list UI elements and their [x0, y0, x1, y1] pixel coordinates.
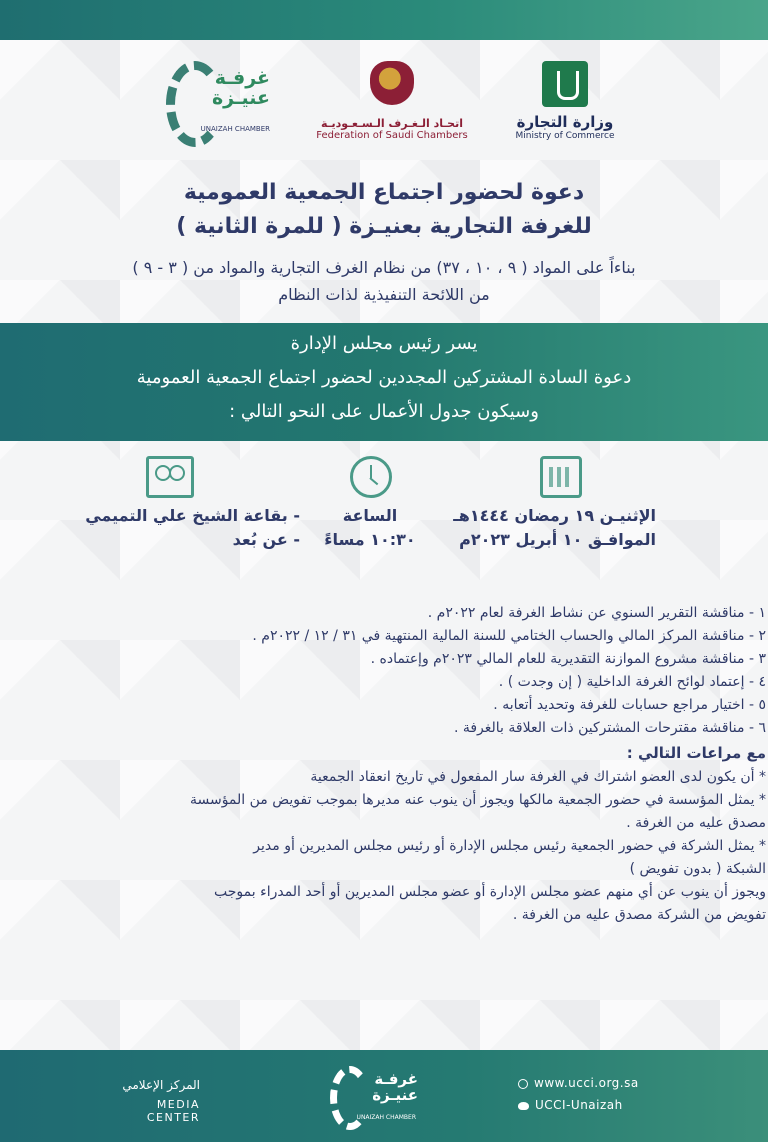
banner-line-3: وسيكون جدول الأعمال على النحو التالي : [229, 401, 539, 422]
top-band [0, 0, 768, 40]
federation-name-en: Federation of Saudi Chambers [316, 130, 468, 141]
meeting-location-remote: - عن بُعد [232, 530, 300, 549]
agenda-item: ٦ - مناقشة مقترحات المشتركين ذات العلاقة بالغرفة . [453, 720, 766, 736]
meeting-date-hijri: الإثنيـن ١٩ رمضان ١٤٤٤هـ [453, 506, 656, 525]
note-line: تفويض من الشركة مصدق عليه من الغرفة . [512, 907, 766, 923]
calendar-icon [540, 456, 582, 498]
website-text: www.ucci.org.sa [534, 1076, 639, 1090]
ministry-of-commerce-logo [500, 55, 630, 141]
intro-line-2: من اللائحة التنفيذية لذات النظام [278, 285, 490, 304]
federation-name-ar: اتحـاد الـغـرف الـسـعـوديـة [321, 117, 463, 130]
agenda-item: ٥ - اختيار مراجع حسابات للغرفة وتحديد أتعابه . [493, 697, 766, 713]
note-line: ويجوز أن ينوب عن أي منهم عضو مجلس الإدارة أو عضو مجلس المديرين أو أحد المدراء بموجب [214, 884, 766, 900]
media-center-ar: المركز الإعلامي [122, 1078, 200, 1092]
page-title-line-1: دعوة لحضور اجتماع الجمعية العمومية [183, 180, 585, 205]
meeting-time-value: ١٠:٣٠ مساءً [324, 530, 416, 549]
page-title-line-2: للغرفة التجارية بعنيـزة ( للمرة الثانية ) [176, 214, 592, 239]
note-line: * يمثل المؤسسة في حضور الجمعية مالكها ويجوز أن ينوب عنه مديرها بموجب تفويض من المؤسسة [189, 792, 766, 808]
note-line: * أن يكون لدى العضو اشتراك في الغرفة سار المفعول في تاريخ انعقاد الجمعية [310, 769, 766, 785]
federation-logo [312, 55, 472, 141]
footer-chamber-logo [328, 1062, 440, 1132]
intro-line-1: بناءاً على المواد ( ٩ ، ١٠ ، ٣٧) من نظام الغرف التجارية والمواد من ( ٣ - ٩ ) [132, 258, 636, 277]
agenda-item: ١ - مناقشة التقرير السنوي عن نشاط الغرفة لعام ٢٠٢٢م . [427, 605, 766, 621]
invitation-banner [0, 323, 768, 441]
note-line: * يمثل الشركة في حضور الجمعية رئيس مجلس الإدارة أو رئيس مجلس المديرين أو مدير [253, 838, 766, 854]
unaizah-chamber-logo [160, 55, 270, 155]
footer [0, 1050, 768, 1142]
footer-chamber-name-ar-1: غرفـة [374, 1070, 418, 1088]
twitter-link[interactable] [518, 1098, 623, 1112]
note-line: مصدق عليه من الغرفة . [626, 815, 766, 831]
twitter-text: UCCI-Unaizah [535, 1098, 623, 1112]
chamber-name-ar-2: عنيـزة [211, 86, 270, 109]
website-link[interactable] [518, 1076, 639, 1090]
footer-chamber-name-ar-2: عنيـزة [372, 1085, 418, 1104]
chamber-name-ar-1: غرفـة [214, 67, 270, 89]
note-line: الشبكة ( بدون تفويض ) [629, 861, 766, 877]
media-center-en: MEDIA CENTER [146, 1098, 200, 1124]
globe-icon [518, 1079, 528, 1089]
notes-heading: مع مراعات التالي : [626, 744, 766, 762]
banner-line-2: دعوة السادة المشتركين المجددين لحضور اجتماع الجمعية العمومية [136, 367, 632, 388]
meeting-time-label: الساعة [342, 506, 398, 525]
agenda-item: ٤ - إعتماد لوائح الغرفة الداخلية ( إن وجدت ) . [498, 674, 766, 690]
agenda-item: ٣ - مناقشة مشروع الموازنة التقديرية للعام المالي ٢٠٢٣م وإعتماده . [370, 651, 766, 667]
banner-line-1: يسر رئيس مجلس الإدارة [290, 333, 478, 354]
agenda-item: ٢ - مناقشة المركز المالي والحساب الختامي للسنة المالية المنتهية في ٣١ / ١٢ / ٢٠٢٢م . [252, 628, 766, 644]
logos-row [0, 55, 768, 165]
meeting-date-gregorian: الموافـق ١٠ أبريل ٢٠٢٣م [459, 530, 656, 549]
federation-emblem-icon [370, 61, 414, 105]
ministry-emblem-icon [542, 61, 588, 107]
footer-chamber-name-en: UNAIZAH CHAMBER [356, 1114, 416, 1121]
ministry-name-ar: وزارة التجارة [516, 113, 614, 131]
agenda-list [20, 602, 766, 927]
video-conference-icon [146, 456, 194, 498]
ministry-name-en: Ministry of Commerce [515, 131, 615, 141]
twitter-icon [518, 1102, 529, 1110]
meeting-location-hall: - بقاعة الشيخ علي التميمي [85, 506, 300, 525]
chamber-name-en: UNAIZAH CHAMBER [200, 125, 270, 133]
clock-icon [350, 456, 392, 498]
